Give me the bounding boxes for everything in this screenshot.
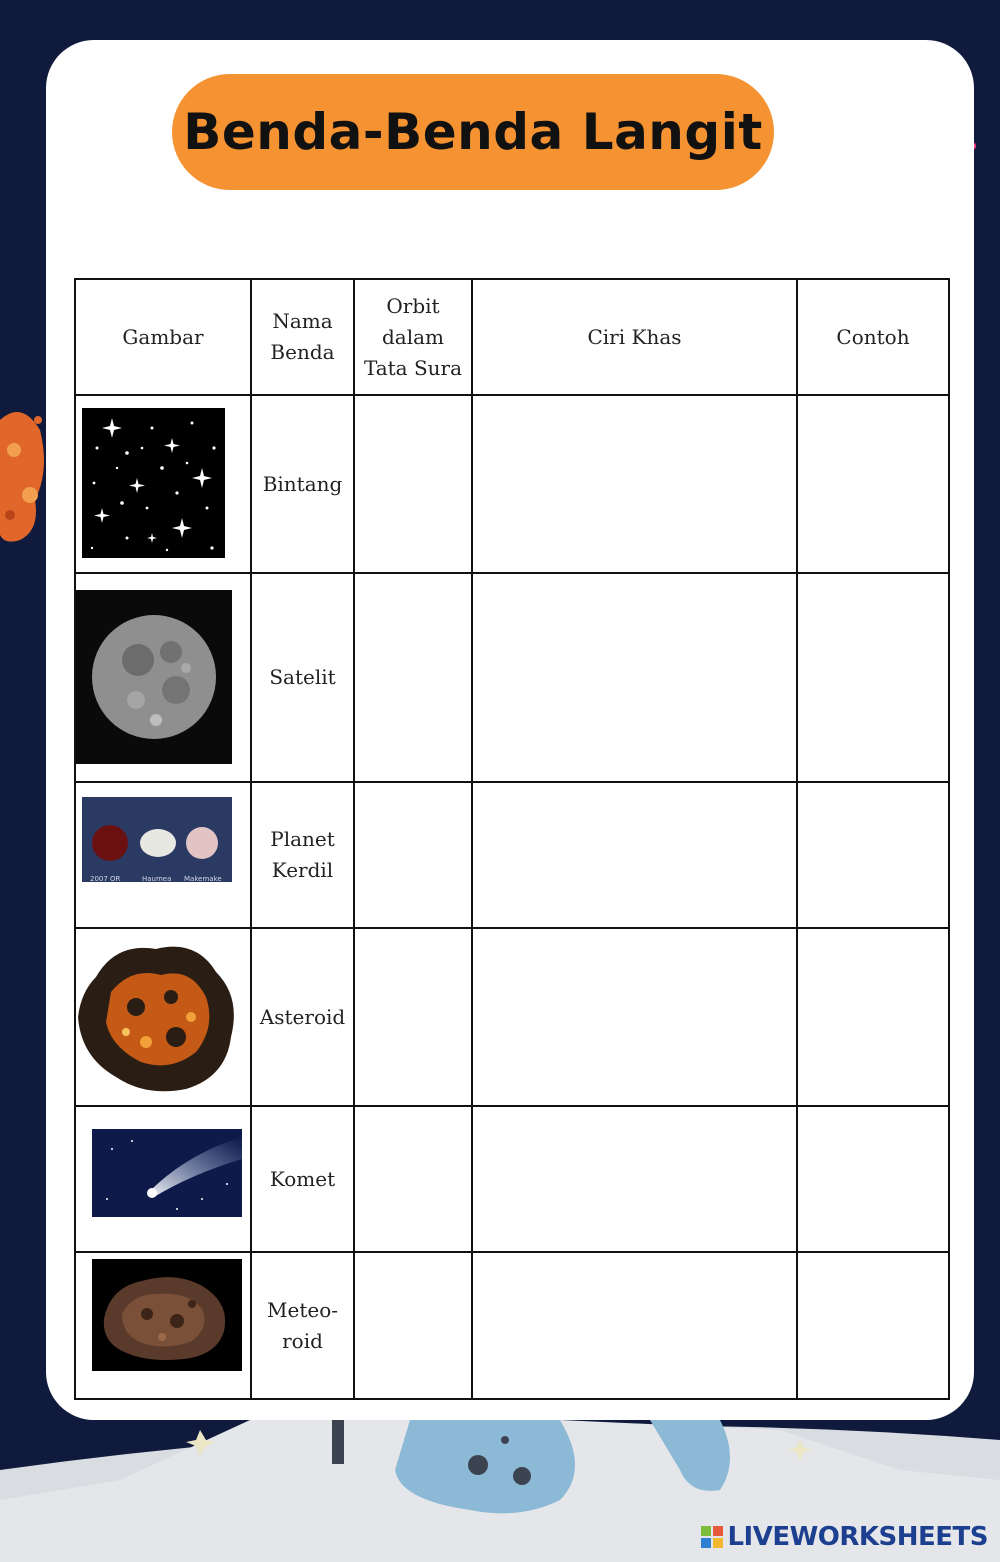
- header-gambar: Gambar: [75, 279, 251, 395]
- ciri-khas-answer-cell[interactable]: [472, 573, 797, 782]
- dwarf-caption-3: Makemake: [184, 875, 222, 882]
- header-orbit: Orbit dalam Tata Sura: [354, 279, 472, 395]
- table-row: [75, 1106, 949, 1252]
- comet-photo: [92, 1129, 242, 1217]
- table-header-row: [75, 279, 949, 395]
- contoh-answer-cell[interactable]: [797, 928, 949, 1106]
- liveworksheets-logo-icon: [701, 1526, 723, 1548]
- image-cell: [75, 782, 251, 928]
- header-ciri-khas: Ciri Khas: [472, 279, 797, 395]
- name-cell: Asteroid: [251, 928, 354, 1106]
- table-row: [75, 928, 949, 1106]
- page-title: Benda-Benda Langit: [183, 103, 763, 161]
- moon-photo: [76, 590, 232, 764]
- asteroid-photo: [76, 937, 240, 1097]
- image-cell: [75, 928, 251, 1106]
- ciri-khas-answer-cell[interactable]: [472, 1252, 797, 1399]
- image-cell: [75, 395, 251, 573]
- dwarf-caption-1: 2007 OR: [90, 875, 121, 882]
- celestial-bodies-table: [74, 278, 950, 1400]
- dwarf-caption-2: Haumea: [142, 875, 172, 882]
- orbit-answer-cell[interactable]: [354, 782, 472, 928]
- orbit-answer-cell[interactable]: [354, 928, 472, 1106]
- table-row: [75, 782, 949, 928]
- title-banner: [172, 74, 774, 190]
- name-cell: Bintang: [251, 395, 354, 573]
- name-cell: Meteo- roid: [251, 1252, 354, 1399]
- ciri-khas-answer-cell[interactable]: [472, 395, 797, 573]
- ciri-khas-answer-cell[interactable]: [472, 1106, 797, 1252]
- contoh-answer-cell[interactable]: [797, 1252, 949, 1399]
- meteoroid-photo: [92, 1259, 242, 1371]
- orbit-answer-cell[interactable]: [354, 1252, 472, 1399]
- header-contoh: Contoh: [797, 279, 949, 395]
- dwarf-planets-photo: [82, 797, 232, 882]
- ciri-khas-answer-cell[interactable]: [472, 928, 797, 1106]
- image-cell: [75, 1106, 251, 1252]
- ciri-khas-answer-cell[interactable]: [472, 782, 797, 928]
- contoh-answer-cell[interactable]: [797, 782, 949, 928]
- contoh-answer-cell[interactable]: [797, 395, 949, 573]
- table-row: [75, 573, 949, 782]
- image-cell: [75, 1252, 251, 1399]
- orbit-answer-cell[interactable]: [354, 573, 472, 782]
- contoh-answer-cell[interactable]: [797, 1106, 949, 1252]
- name-cell: Komet: [251, 1106, 354, 1252]
- orbit-answer-cell[interactable]: [354, 1106, 472, 1252]
- table-row: [75, 395, 949, 573]
- name-cell: Planet Kerdil: [251, 782, 354, 928]
- image-cell: [75, 573, 251, 782]
- orbit-answer-cell[interactable]: [354, 395, 472, 573]
- liveworksheets-logo-text: LIVEWORKSHEETS: [727, 1522, 988, 1552]
- contoh-answer-cell[interactable]: [797, 573, 949, 782]
- stars-photo: [82, 408, 225, 558]
- name-cell: Satelit: [251, 573, 354, 782]
- liveworksheets-logo: [701, 1522, 988, 1552]
- table-row: [75, 1252, 949, 1399]
- header-nama-benda: Nama Benda: [251, 279, 354, 395]
